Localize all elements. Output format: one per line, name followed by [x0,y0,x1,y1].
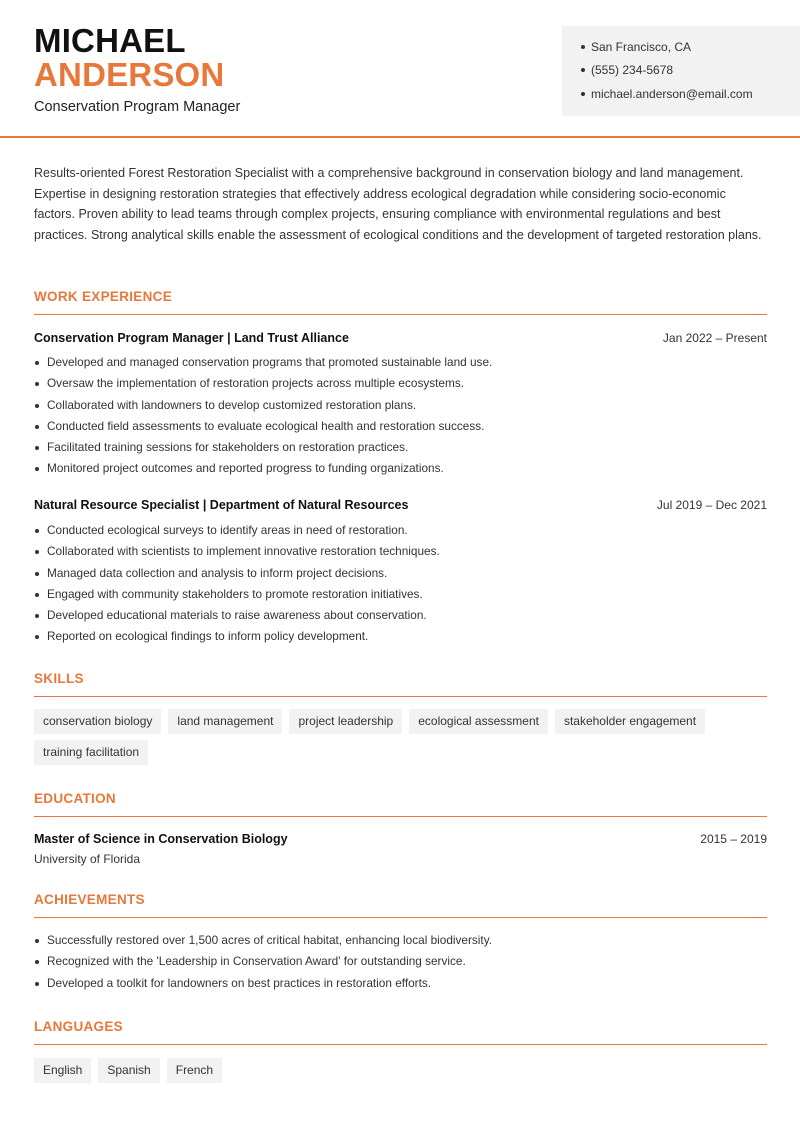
last-name: ANDERSON [34,56,225,93]
contact-email[interactable] [581,87,753,101]
job-role: Natural Resource Specialist | Department of Natural Resources [34,498,409,512]
section-title-work: WORK EXPERIENCE [34,289,767,315]
list-item: Reported on ecological findings to inform policy development. [34,626,767,647]
job-dates: Jan 2022 – Present [662,331,767,345]
summary: Results-oriented Forest Restoration Specialist with a comprehensive background in conservation biology and land management. Expertise in designing restoration strategies that effectively address ecological degradation while considering socio-economic factors. Proven ability to lead teams through complex projects, ensuring compliance with environmental regulations and best practices. Strong analytical skills enable the assessment of ecological conditions and the development of targeted restoration plans. [34,166,762,242]
degree: Master of Science in Conservation Biology [34,832,288,846]
list-item: Developed educational materials to raise awareness about conservation. [34,605,767,626]
skill-chip: ecological assessment [409,709,548,734]
contact-location [581,40,691,54]
job-header [34,498,767,512]
first-name: MICHAEL [34,22,186,59]
list-item: Managed data collection and analysis to inform project decisions. [34,563,767,584]
section-title-education: EDUCATION [34,791,767,817]
contact-phone [581,63,673,77]
language-chip: French [167,1058,222,1083]
bullet-icon [581,92,585,96]
language-chip: Spanish [98,1058,159,1083]
list-item: Collaborated with scientists to implement innovative restoration techniques. [34,541,767,562]
list-item: Oversaw the implementation of restoration projects across multiple ecosystems. [34,373,767,394]
job-bullets [34,352,767,480]
skills-list [34,709,767,771]
list-item: Engaged with community stakeholders to promote restoration initiatives. [34,584,767,605]
job-role: Conservation Program Manager | Land Trust Alliance [34,331,349,345]
list-item: Developed and managed conservation programs that promoted sustainable land use. [34,352,767,373]
contact-email-text[interactable]: michael.anderson@email.com [591,87,753,101]
languages-list [34,1058,767,1089]
skill-chip: stakeholder engagement [555,709,705,734]
school: University of Florida [34,852,141,866]
list-item: Successfully restored over 1,500 acres of critical habitat, enhancing local biodiversity. [34,930,767,951]
contact-location-text: San Francisco, CA [591,40,692,54]
contact-phone-text: (555) 234-5678 [591,63,674,77]
list-item: Monitored project outcomes and reported progress to funding organizations. [34,458,767,479]
job-bullets [34,520,767,648]
contact-box [562,26,800,116]
skill-chip: project leadership [289,709,402,734]
section-title-achievements: ACHIEVEMENTS [34,892,767,918]
bullet-icon [581,45,585,49]
skill-chip: land management [168,709,282,734]
list-item: Developed a toolkit for landowners on best practices in restoration efforts. [34,973,767,994]
list-item: Facilitated training sessions for stakeholders on restoration practices. [34,437,767,458]
skill-chip: conservation biology [34,709,161,734]
list-item: Collaborated with landowners to develop customized restoration plans. [34,395,767,416]
section-title-skills: SKILLS [34,671,767,697]
language-chip: English [34,1058,91,1083]
section-title-languages: LANGUAGES [34,1019,767,1045]
job-title: Conservation Program Manager [34,99,241,115]
list-item: Conducted ecological surveys to identify areas in need of restoration. [34,520,767,541]
job-header [34,331,767,345]
education-dates: 2015 – 2019 [700,832,767,846]
education-header [34,832,767,846]
list-item: Recognized with the 'Leadership in Conservation Award' for outstanding service. [34,951,767,972]
list-item: Conducted field assessments to evaluate ecological health and restoration success. [34,416,767,437]
resume-header [0,0,800,138]
skill-chip: training facilitation [34,740,148,765]
bullet-icon [581,68,585,72]
job-dates: Jul 2019 – Dec 2021 [656,498,767,512]
achievements-list [34,930,767,994]
